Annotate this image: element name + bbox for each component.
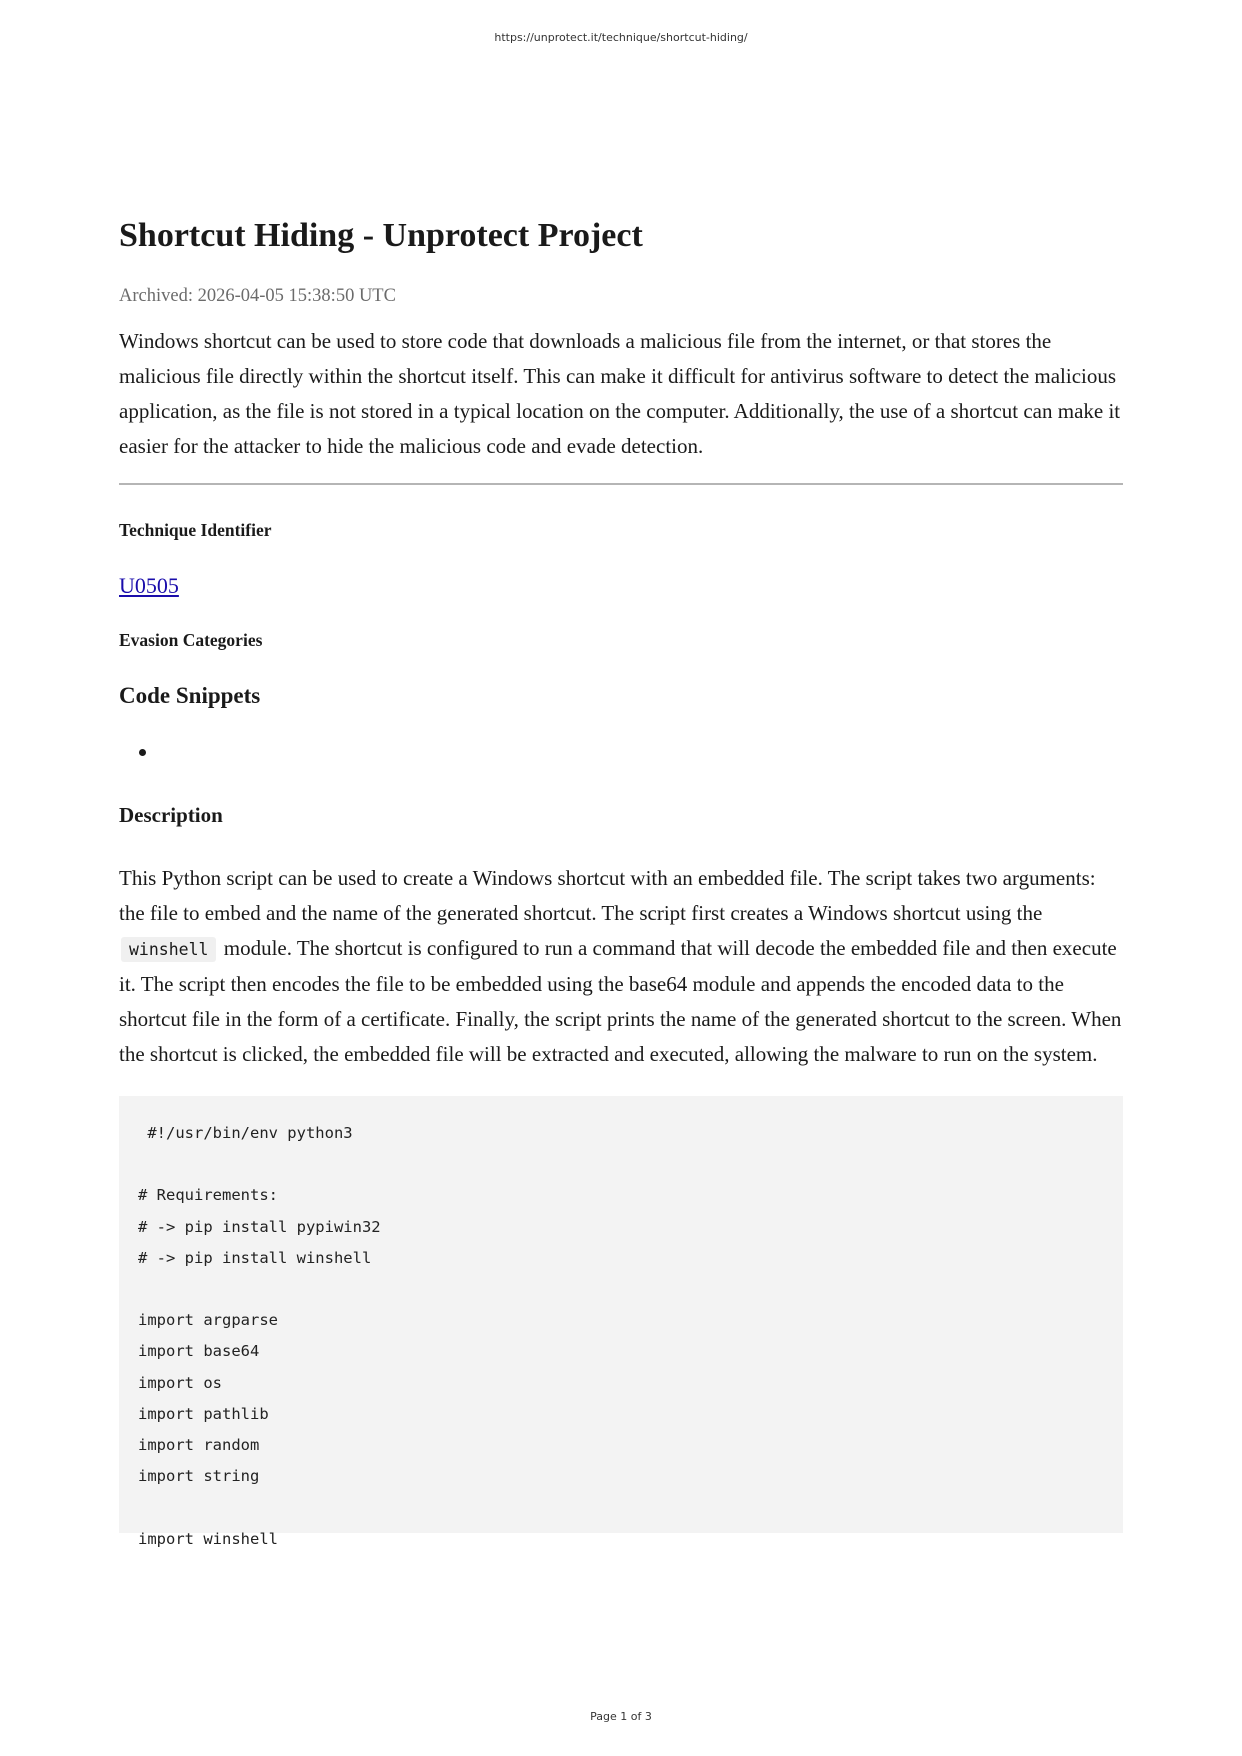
- description-text-part2: module. The shortcut is configured to run a command that will decode the embedded file and then execute it. The script then encodes the file to be embedded using the base64 module and appends the encoded data to the shortcut file in the form of a certificate. Finally, the script prints the name of the generated shortcut to the screen. When the shortcut is clicked, the embedded file will be extracted and executed, allowing the malware to run on the system.: [119, 936, 1122, 1066]
- page-title: Shortcut Hiding - Unprotect Project: [119, 217, 643, 254]
- description-heading: Description: [119, 803, 223, 827]
- technique-identifier-link[interactable]: U0505: [119, 573, 179, 598]
- list-item: [159, 737, 1123, 767]
- page-url: https://unprotect.it/technique/shortcut-hiding/: [494, 31, 748, 44]
- description-text-part1: This Python script can be used to create a Windows shortcut with an embedded file. The script takes two arguments: the file to embed and the name of the generated shortcut. The script first creates a Windows shortcut using the: [119, 866, 1096, 925]
- code-snippets-heading: Code Snippets: [119, 683, 261, 708]
- lead-paragraph: Windows shortcut can be used to store code that downloads a malicious file from the internet, or that stores the malicious file directly within the shortcut itself. This can make it difficult for antivirus software to detect the malicious application, as the file is not stored in a typical location on the computer. Additionally, the use of a shortcut can make it easier for the attacker to hide the malicious code and evade detection.: [119, 329, 1121, 458]
- page-number: Page 1 of 3: [590, 1710, 652, 1723]
- inline-code-winshell: winshell: [121, 937, 216, 962]
- section-divider: [119, 483, 1123, 485]
- code-snippets-list: [119, 737, 1123, 767]
- evasion-categories-label: Evasion Categories: [119, 630, 263, 650]
- article-content: [119, 210, 1123, 1548]
- archived-timestamp: Archived: 2026-04-05 15:38:50 UTC: [119, 286, 396, 306]
- description-paragraph: [119, 861, 1123, 1072]
- technique-identifier-label: Technique Identifier: [119, 520, 272, 540]
- code-block: #!/usr/bin/env python3 # Requirements: # -> pip install pypiwin32 # -> pip install winshell import argparse import base64 import os import pathlib import random import string import winshell: [119, 1096, 1123, 1533]
